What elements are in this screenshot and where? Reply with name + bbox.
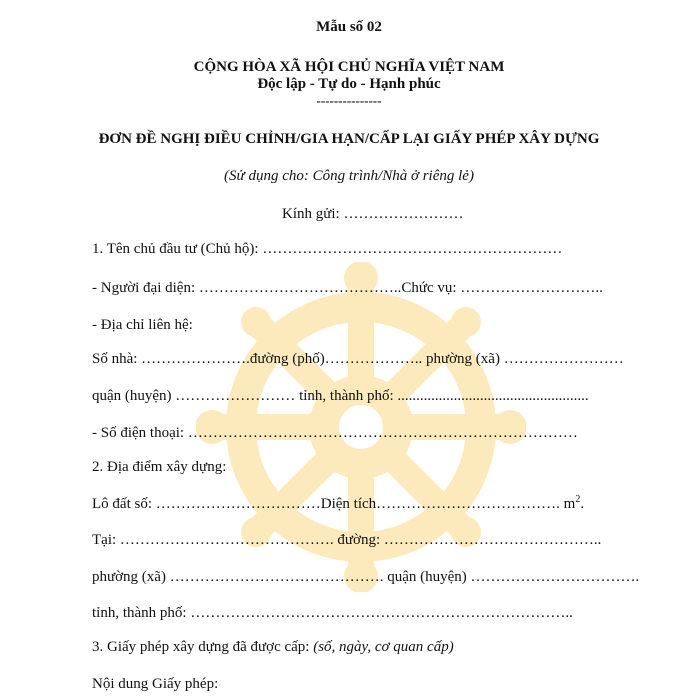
motto: Độc lập - Tự do - Hạnh phúc <box>257 76 441 92</box>
subtitle: (Sử dụng cho: Công trình/Nhà ở riêng lẻ) <box>224 168 474 184</box>
to-line: Kính gửi: …………………… <box>282 206 464 222</box>
street: đường (phố)……………….. <box>249 351 423 367</box>
representative-position: Chức vụ: ……………………….. <box>401 280 603 296</box>
lot-number: Lô đất số: …………………………… <box>92 496 321 512</box>
contact-address-label: - Địa chỉ liên hệ: <box>92 317 193 333</box>
site-street: đường: …………………………………….. <box>337 532 602 548</box>
province: tỉnh, thành phố: ................................................... <box>299 388 589 404</box>
site-at: Tại: ……………………………………. <box>92 532 334 548</box>
at-line <box>92 531 601 549</box>
address-line-2 <box>92 387 589 405</box>
area-unit-superscript: 2 <box>575 494 581 505</box>
form-number: Mẫu số 02 <box>316 19 382 35</box>
ward: phường (xã) …………………… <box>425 351 624 367</box>
representative-label: - Người đại diện: ………………………………….. <box>92 280 402 296</box>
permit-line <box>92 638 454 656</box>
motto-underline: --------------- <box>316 93 382 108</box>
site-ward-line <box>92 568 639 586</box>
owner-line: 1. Tên chủ đầu tư (Chủ hộ): …………………………………………………… <box>92 241 563 257</box>
house-number: Số nhà: …………………. <box>92 351 250 367</box>
representative-line <box>92 279 603 297</box>
permit-note: (số, ngày, cơ quan cấp) <box>313 639 454 655</box>
document-title: ĐƠN ĐỀ NGHỊ ĐIỀU CHỈNH/GIA HẠN/CẤP LẠI GIẤY PHÉP XÂY DỰNG <box>98 131 600 147</box>
lot-line <box>92 495 584 513</box>
phone-line: - Số điện thoại: …………………………………………………………………… <box>92 425 578 441</box>
permit-content-label: Nội dung Giấy phép: <box>92 676 219 692</box>
address-line-1 <box>92 350 624 368</box>
district: quận (huyện) …………………… <box>92 388 296 404</box>
site-district: quận (huyện) ……………………………. <box>387 569 640 585</box>
site-heading: 2. Địa điểm xây dựng: <box>92 459 227 475</box>
site-ward: phường (xã) ……………………………………. <box>92 569 384 585</box>
lot-area: Diện tích………………………………. m <box>320 496 576 512</box>
lot-area-end: . <box>580 496 585 512</box>
site-province-line: tỉnh, thành phố: ………………………………………………………………….. <box>92 605 573 621</box>
national-title: CỘNG HÒA XÃ HỘI CHỦ NGHĨA VIỆT NAM <box>193 59 505 75</box>
permit-label: 3. Giấy phép xây dựng đã được cấp: <box>92 639 314 655</box>
